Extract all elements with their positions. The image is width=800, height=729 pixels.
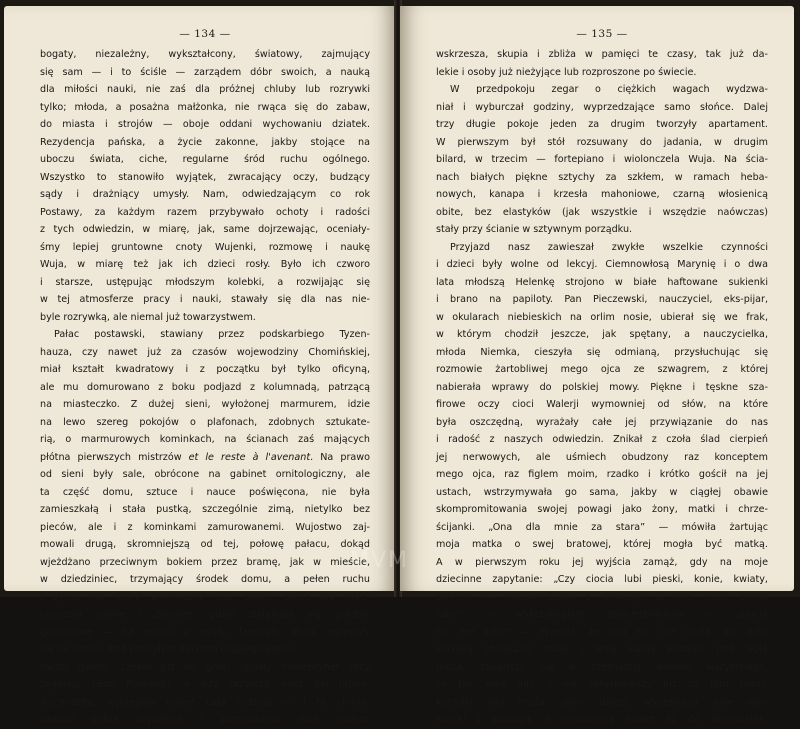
text-line: niał i wyburczał godziny, wyprzedzające samo słońce. Dalej bbox=[436, 101, 768, 113]
text-line: nic nie lubi?” — Prawda, że ona nic nie lubiła, ale zato bbox=[436, 626, 768, 638]
text-line: Wuja, w miarę też jak ich dzieci rosły. Było ich czworo bbox=[40, 259, 370, 270]
text-line: się na słońcu. Pod pochyłym dachem długiego ganku, bbox=[40, 644, 298, 655]
text-line: hauza, czy nawet już za czasów wojewodziny Chomińskiej, bbox=[40, 346, 370, 358]
text-line: lata młodszą Helenkę strojono w białe haftowane sukienki bbox=[436, 276, 768, 288]
text-line: wychodziła, wybiegała nawet cała rodzina — i ta chwila, bbox=[40, 696, 370, 708]
watermark: MVM bbox=[350, 548, 410, 573]
text-line: mego ojca, raz figlem moim, rzadko i krótko gościł na jej bbox=[436, 469, 768, 480]
text-line: nach białych piękne sztychy za szkłem, w ramach heba- bbox=[436, 171, 768, 183]
text-line: do miasta i strojów — oboje oddani wychowaniu dziatek. bbox=[40, 119, 370, 130]
text-line: W pierwszym był stół rozsuwany do jadania, w drugim bbox=[436, 136, 768, 148]
text-line: uboczu świata, ciche, regularne śród ruchu ogólnego. bbox=[40, 154, 370, 165]
text-line: chadzały pawie i żórawie, gdzie zlatywały się gołębie bbox=[40, 609, 370, 620]
text-line: Wszystko to stanowiło wyjątek, zwracający oczy, budzący bbox=[40, 171, 370, 183]
text-line: zegarku, Leon Pacewski, a gdy przyjazd nasz był latem, bbox=[40, 679, 370, 690]
text-line: W przedpokoju zegar o ciężkich wagach wydzwa- bbox=[450, 84, 768, 95]
text-line: tylko; młoda, a posażna małżonka, nie rwąca się do zabaw, bbox=[40, 101, 370, 113]
text-line: raczej galerji, czekał już na gości opasły kamerdyner przy bbox=[40, 661, 370, 673]
text-line: pieców, ale i z kominkami zamurowanemi. Wujostwo zaj- bbox=[40, 521, 370, 533]
text-line: Postawy, za każdym razem przybywało ochoty i radości bbox=[40, 206, 370, 218]
right-page-number: — 135 — bbox=[576, 28, 628, 40]
text-segment: płótna pierwszych mistrzów bbox=[40, 451, 189, 463]
text-line: lekie i osoby już nieżyjące lub rozproszone po świecie. bbox=[436, 66, 697, 78]
text-line: moja matka o swej bratowej, której mogła być matką. bbox=[436, 539, 768, 550]
right-page bbox=[400, 6, 794, 725]
text-line: się sam — i to ściśle — zarządem dóbr swoich, a nauką bbox=[40, 66, 370, 78]
italic-phrase: et le reste à l'avenant bbox=[188, 451, 311, 463]
text-line: i życia, na który wychodziły trzy ganki, gdzie się prze- bbox=[40, 591, 370, 603]
text-line: w okularach niebieskich na orlim nosie, ubierał się we frak, bbox=[436, 311, 768, 323]
text-line: tańce?” — odpowiedziała z powagą, że nie, „Cóż ciocia bbox=[436, 591, 768, 603]
text-line: rią, o marmurowych kominkach, na ścianach zaś mających bbox=[40, 434, 370, 445]
text-line: dziecinne zapytanie: „Czy ciocia lubi pieski, konie, kwiaty, bbox=[436, 574, 768, 585]
text-line: rozmowie żartobliwej mego ojca ze szwagrem, z której bbox=[436, 364, 768, 375]
text-line: kochała obowiązki swoje i wolę swoją poddała pod wolę bbox=[436, 644, 768, 655]
text-segment: . Na prawo bbox=[310, 451, 370, 463]
text-line: mowali drugą, skromniejszą od tej, połowę pałacu, dokąd bbox=[40, 539, 370, 550]
text-line: młoda Niemka, cieszyła się odmianą, przysłuchując się bbox=[436, 346, 768, 358]
text-line: jej nerwowych, ale uśmiech obudzony raz konceptem bbox=[436, 451, 768, 463]
text-line: w tej atmosferze pracy i nauki, stawały się dla nas nie- bbox=[40, 294, 370, 305]
left-page-number: — 134 — bbox=[179, 28, 231, 40]
text-line: na miasteczko. Z dużej sieni, wyłożonej marmurem, idzie bbox=[40, 399, 370, 410]
text-line: Kochała ona męża, dom, dzieci, wypełniając swe obo- bbox=[436, 696, 768, 708]
text-line: śmy lepiej gruntowne cnoty Wujenki, rozmowę i naukę bbox=[40, 241, 370, 253]
text-line: sądy i drażniący umysły. Nam, odwiedzającym co rok bbox=[40, 189, 370, 200]
text-line: męża, zaparłszy się w szesnastej wiośnie wszystkiego, bbox=[436, 661, 768, 673]
text-line: firowe oczy cioci Walerji wymowniej od słów, na które bbox=[436, 399, 768, 410]
text-line: co tak wiek lubi, i nie zatęskniwszy już za tym nigdy. bbox=[436, 679, 768, 690]
text-line: była oszczędną, wyrażały całe jej przywiązanie do nas bbox=[436, 416, 768, 428]
text-line: miał kształt kwadratowy i z początku był tylko oficyną, bbox=[40, 364, 370, 375]
text-line: Pałac postawski, stawiany przez podskarbiego Tyzen- bbox=[54, 329, 370, 340]
text-line: obite, bez elastyków (jak wszystkie i wszędzie naówczas) bbox=[436, 206, 768, 218]
right-page-text bbox=[436, 46, 768, 729]
text-line: dla miłości nauki, nie zaś dla próżnej chluby lub rozrywki bbox=[40, 84, 370, 95]
text-line bbox=[40, 449, 370, 467]
text-line: na lewo szereg pokojów o plafonach, zdobnych sztukate- bbox=[40, 416, 370, 428]
text-line: i dzieci były wolne od lekcyj. Ciemnowłosą Marynię i o dwa bbox=[436, 259, 768, 270]
text-line: Przyjazd nasz zawieszał zwykłe wszelkie czynności bbox=[450, 241, 768, 253]
text-line: nabierała wprawy do polskiej mowy. Piękne i tęskne sza- bbox=[436, 381, 768, 393]
text-line: ustach, wstrzymywała go sama, jakby w ciągłej obawie bbox=[436, 486, 768, 498]
text-line: Rezydencja pańska, a życie zakonne, jakby stojące na bbox=[40, 136, 370, 148]
left-page-text bbox=[40, 46, 370, 729]
text-line: ale mu domurowano z boku podjazd z kolumnadą, patrzącą bbox=[40, 381, 370, 393]
text-line: od sieni były sale, obrócone na gabinet ornitologiczny, ale bbox=[40, 469, 370, 480]
text-line: lubi?” — wykrzyknęłam zniecierpliwiona — „ciocia bbox=[436, 609, 768, 620]
text-line: bilard, w trzecim — fortepiano i wiolonczela Wuja. Na ścia- bbox=[436, 154, 768, 165]
text-line: skompromitowania swojej powagi jako żony, matki i chrze- bbox=[436, 504, 768, 515]
text-line: wiązki z powagą, z surowością nawet aż do drobnostek. bbox=[436, 714, 768, 725]
text-line: wjeżdżano przeciwnym bokiem przez bramę, jak w mieście, bbox=[40, 556, 370, 568]
text-line: A w pierwszym roku jej wyjścia zamąż, gdy na moje bbox=[436, 556, 768, 568]
text-line: byle rozrywką, ale niemal już towarzystwem. bbox=[40, 311, 256, 323]
text-line: ścijanki. „Ona dla mnie za stara” — mówiła żartując bbox=[436, 521, 768, 533]
text-line: zawsze pełna ożywienia i zamieszania, dziś jeszcze bbox=[40, 714, 370, 725]
text-line: w dziedziniec, trzymający środek domu, a pełen ruchu bbox=[40, 574, 370, 585]
text-line: ta część domu, sztuce i nauce poświęcona, nie była bbox=[40, 486, 370, 498]
text-line: nowych, kanapa i krzesła mahoniowe, czarną włosienicą bbox=[436, 189, 768, 200]
text-line: trzy długie pokoje jeden za drugim tworzyły apartament. bbox=[436, 119, 768, 130]
text-line: bogaty, niezależny, wykształcony, światowy, zajmujący bbox=[40, 49, 370, 60]
text-line: i brano na papiloty. Pan Pieczewski, nauczyciel, eks-pijar, bbox=[436, 294, 768, 305]
left-page bbox=[4, 6, 396, 725]
text-line: z tych odwiedzin, w miarę, jak, same dojrzewając, oceniały- bbox=[40, 224, 370, 235]
text-line: zamieszkałą i stała pustką, szczególnie zimą, nietylko bez bbox=[40, 504, 370, 515]
text-line: stały przy ścianie w sztywnym porządku. bbox=[436, 224, 633, 235]
text-line: w którym chodził jeszcze, jak spętany, a nauczycielka, bbox=[436, 329, 768, 340]
text-line: wskrzesza, skupia i zbliża w pamięci te czasy, tak już da- bbox=[436, 49, 768, 60]
text-line: gatunkowe — na groch, a wyżły, faworyty Wuja, wylegały bbox=[40, 626, 370, 638]
text-line: i starsze, ustępując młodszym kolebki, a rozwijając się bbox=[40, 276, 370, 288]
text-line: i radość z naszych odwiedzin. Znikał z czoła ślad cierpień bbox=[436, 434, 768, 445]
